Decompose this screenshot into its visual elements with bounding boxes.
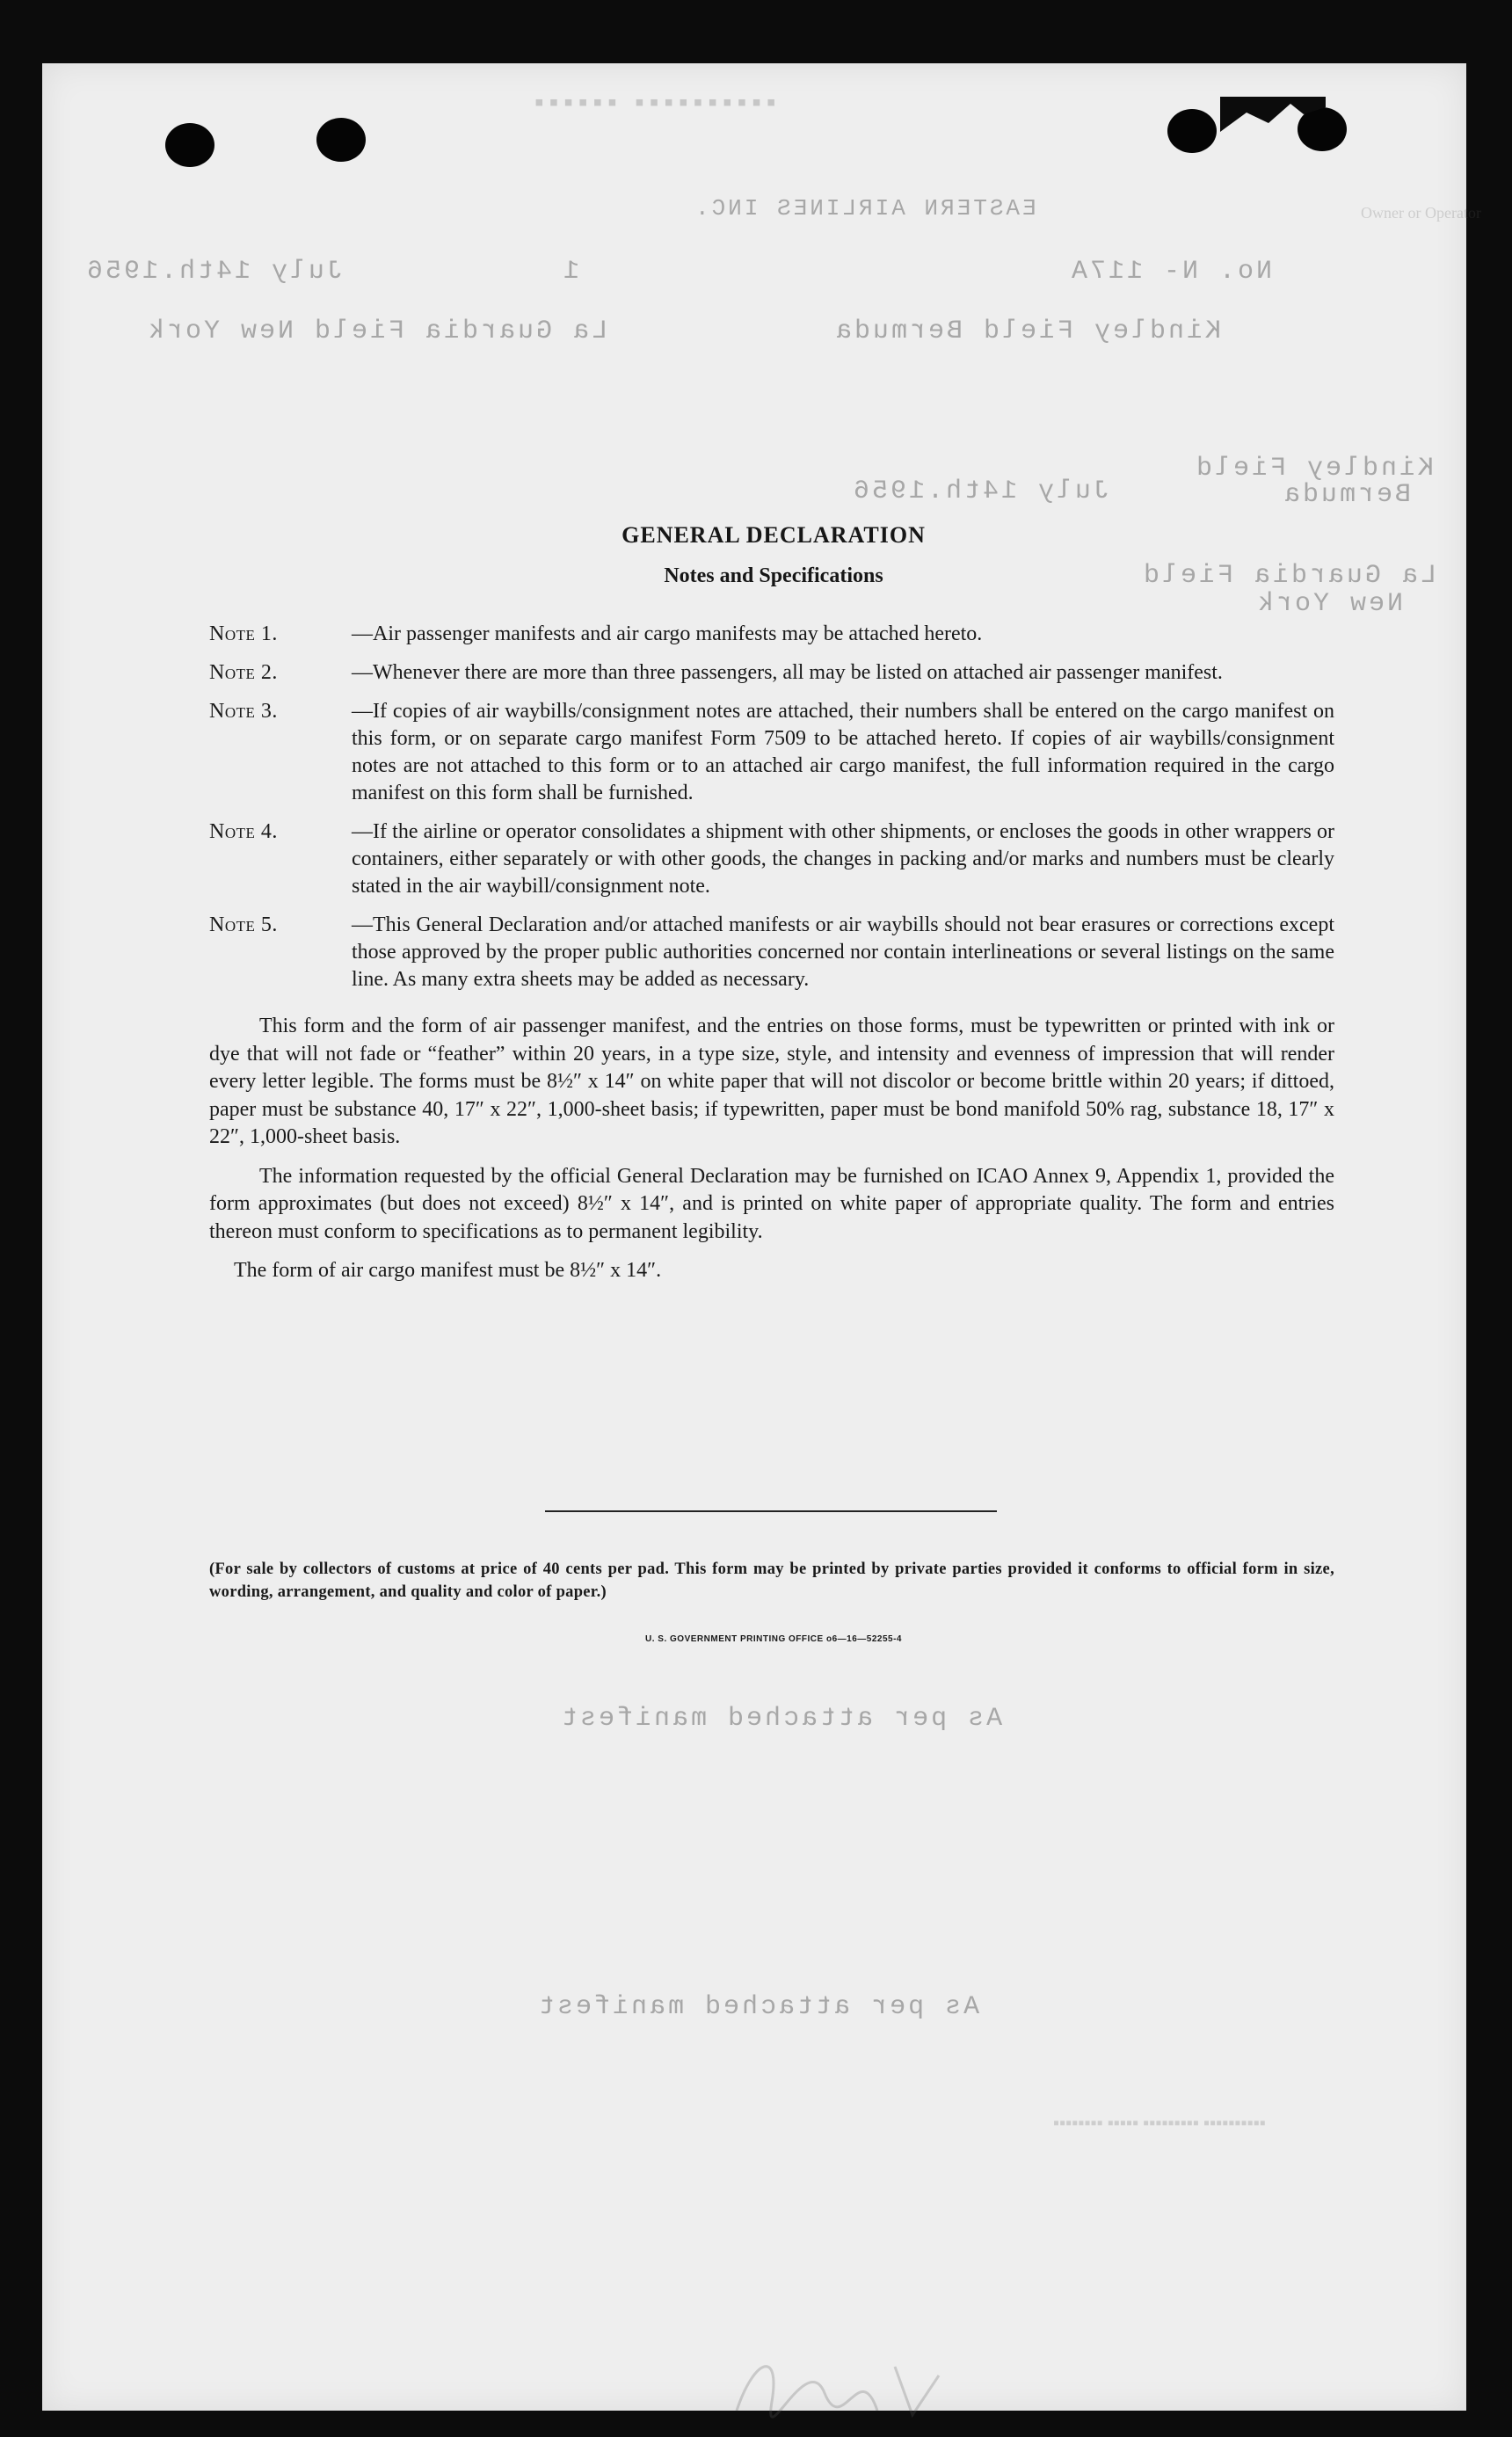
note-text: —If the airline or operator consolidates a shipment with other shipments, or encloses the goods in other wrappers or containers, either separately or with other goods, the changes in packing and/or marks and numbers must be clearly stated in the air waybill/consignment note. — [352, 820, 1334, 898]
bleed-date-2: July 14th.1956 — [851, 476, 1110, 506]
bleed-date: July 14th.1956 — [84, 257, 344, 287]
note-label: Note 1. — [209, 622, 278, 645]
ghost-bottom-text: ▪▪▪▪▪▪▪▪ ▪▪▪▪▪ ▪▪▪▪▪▪▪▪▪ ▪▪▪▪▪▪▪▪▪▪ — [1053, 2113, 1266, 2133]
paragraph-cargo-manifest: The form of air cargo manifest must be 8½″ x 14″. — [234, 1259, 662, 1282]
punch-hole-left-2 — [316, 118, 366, 162]
paragraph-icao: The information requested by the official General Declaration may be furnished on ICAO Annex 9, Appendix 1, provided the form approximates (but does not exceed) 8½″ x 14″, and is printed on white paper of appropriate quality. The form and entries thereon must conform to specifications as to permanent legibility. — [209, 1164, 1334, 1243]
page-subtitle: Notes and Specifications — [664, 564, 883, 587]
note-1 — [209, 621, 1334, 648]
bleed-cargo-1: As per attached manifest — [559, 1704, 1003, 1734]
note-label: Note 4. — [209, 820, 278, 843]
ghost-left-labels: Owner or Operator — [1361, 204, 1481, 222]
bleed-origin: Kindley Field — [1194, 454, 1435, 484]
bleed-arrival: La Guardia Field New York — [146, 316, 608, 346]
note-text: —Whenever there are more than three passengers, all may be listed on attached air passenger manifest. — [352, 661, 1223, 684]
bleed-dest-2: New York — [1255, 589, 1404, 619]
paragraph-form-requirements: This form and the form of air passenger manifest, and the entries on those forms, must be typewritten or printed with ink or dye that will not fade or “feather” within 20 years, in a type size, style, and intensity and evenness of impression that will render every letter legible. The forms must be 8½″ x 14″ on white paper that will not discolor or become brittle within 20 years; if dittoed, paper must be substance 40, 17″ x 22″, 1,000-sheet basis; if typewritten, paper must be bond manifold 50% rag, substance 18, 17″ x 22″, 1,000-sheet basis. — [209, 1015, 1334, 1148]
punch-hole-left-1 — [165, 123, 214, 167]
bleed-dest: La Guardia Field — [1141, 561, 1437, 591]
torn-corner-icon — [1220, 97, 1326, 141]
handwritten-mark-icon — [728, 2332, 956, 2437]
ghost-header: ▪▪▪▪▪▪ ▪▪▪▪▪▪▪▪▪▪ — [534, 88, 781, 117]
printing-office-line: U. S. GOVERNMENT PRINTING OFFICE o6—16—52255-4 — [645, 1634, 902, 1644]
note-4 — [209, 818, 1334, 900]
bleed-departure: Kindley Field Bermuda — [833, 316, 1222, 346]
bleed-origin-2: Bermuda — [1282, 480, 1412, 510]
sale-notice: (For sale by collectors of customs at price of 40 cents per pad. This form may be printed by private parties provided it conforms to official form in size, wording, arrangement, and quality and color of paper.) — [209, 1560, 1334, 1601]
page-title: GENERAL DECLARATION — [622, 522, 926, 548]
bleed-flight-no: No. N- 117A — [1069, 257, 1273, 287]
note-label: Note 3. — [209, 700, 278, 723]
bleed-cargo-2: As per attached manifest — [536, 1992, 980, 2022]
note-3 — [209, 698, 1334, 807]
note-text: —This General Declaration and/or attached manifests or air waybills should not bear erasures or corrections except those approved by the proper public authorities concerned nor contain interlineations or several listings on the same line. As many extra sheets may be added as necessary. — [352, 913, 1334, 991]
note-2 — [209, 659, 1334, 687]
punch-hole-right-1 — [1167, 109, 1217, 153]
bleed-airline: EASTERN AIRLINES INC. — [693, 195, 1036, 222]
note-5 — [209, 912, 1334, 993]
bleed-page-no: 1 — [561, 257, 580, 287]
note-label: Note 5. — [209, 913, 278, 936]
note-label: Note 2. — [209, 661, 278, 684]
divider-rule — [545, 1510, 997, 1512]
notes-section — [209, 621, 1334, 1297]
note-text: —Air passenger manifests and air cargo manifests may be attached hereto. — [352, 622, 983, 645]
note-text: —If copies of air waybills/consignment notes are attached, their numbers shall be entered on the cargo manifest on this form, or on separate cargo manifest Form 7509 to be attached hereto. If copies of air waybills/consignment notes are not attached to this form or to an attached air cargo manifest, the full information required in the cargo manifest on this form shall be furnished. — [352, 700, 1334, 804]
